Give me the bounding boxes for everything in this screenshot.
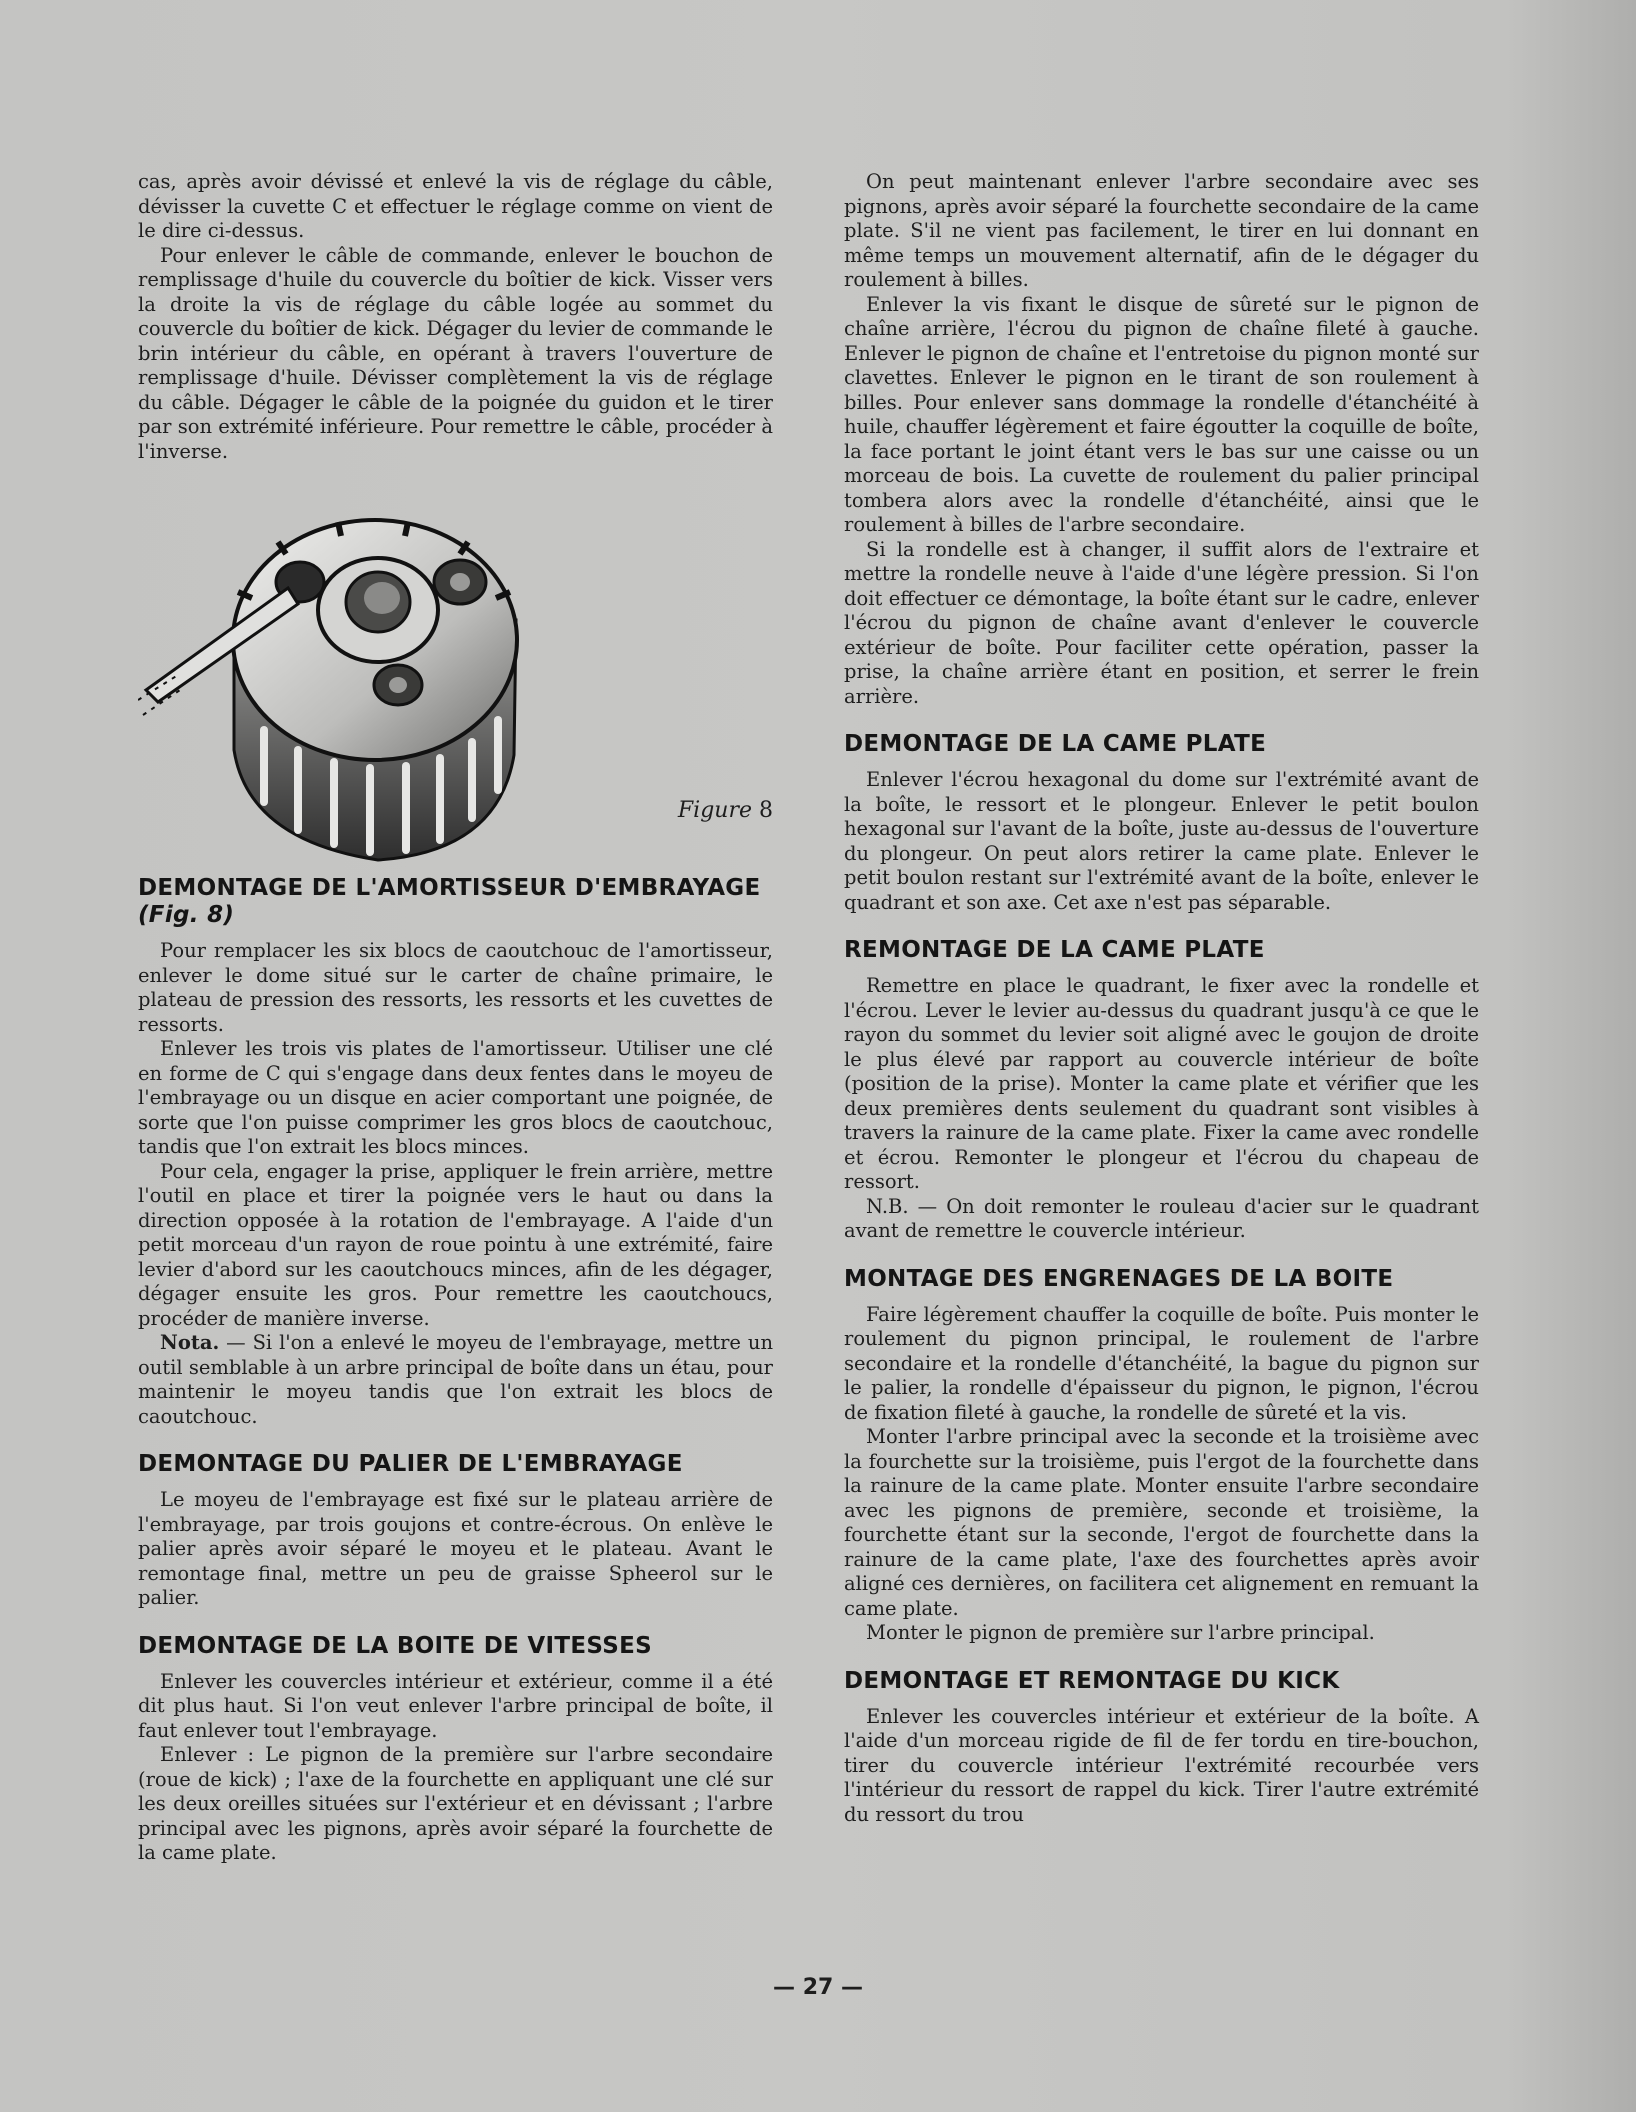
paragraph: On peut maintenant enlever l'arbre secondaire avec ses pignons, après avoir séparé la fourchette secondaire de la came plate. S'il ne vient pas facilement, le tirer en lui donnant en même temps un mouvement alternatif, afin de le dégager du roulement à billes. [844, 170, 1479, 291]
right-column [844, 170, 1479, 1827]
nota-label: Nota. [160, 1331, 220, 1354]
paragraph: Monter l'arbre principal avec la seconde et la troisième avec la fourchette sur la troisième, puis l'ergot de la fourchette dans la rainure de la came plate. Monter ensuite l'arbre secondaire avec les pignons de première, seconde et troisième, la fourchette étant sur la seconde, l'ergot de fourchette dans la rainure de la came plate, l'axe des fourchettes après avoir aligné ces dernières, on facilitera cet alignement en remuant la came plate. [844, 1425, 1479, 1620]
paragraph: N.B. — On doit remonter le rouleau d'acier sur le quadrant avant de remettre le couvercle intérieur. [844, 1194, 1479, 1242]
section-heading: MONTAGE DES ENGRENAGES DE LA BOITE [844, 1265, 1394, 1292]
figure-reference: (Fig. 8) [138, 902, 235, 928]
section-heading: DEMONTAGE DE LA BOITE DE VITESSES [138, 1632, 652, 1659]
paragraph: Faire légèrement chauffer la coquille de boîte. Puis monter le roulement du pignon principal, le roulement de l'arbre secondaire et la rondelle d'étanchéité, la bague du pignon sur le palier, la rondelle d'épaisseur du pignon, le pignon, l'écrou de fixation fileté à gauche, la rondelle de sûreté et la vis. [844, 1302, 1479, 1424]
section-heading: DEMONTAGE DU PALIER DE L'EMBRAYAGE [138, 1451, 683, 1477]
clutch-hub-illustration [138, 480, 598, 875]
section-heading: REMONTAGE DE LA CAME PLATE [844, 937, 1265, 963]
section-heading-text: DEMONTAGE DE L'AMORTISSEUR D'EMBRAYAGE [138, 875, 761, 901]
nota-text: — Si l'on a enlevé le moyeu de l'embrayage, mettre un outil semblable à un arbre principal de boîte dans un étau, pour maintenir le moyeu tandis que l'on extrait les blocs de caoutchouc. [138, 1331, 773, 1428]
paragraph: Enlever la vis fixant le disque de sûreté sur le pignon de chaîne arrière, l'écrou du pignon de chaîne fileté à gauche. Enlever le pignon de chaîne et l'entretoise du pignon monté sur clavettes. Enlever le pignon en le tirant de son roulement à billes. Pour enlever sans dommage la rondelle d'étanchéité à huile, chauffer légèrement et faire égoutter la coquille de boîte, la face portant le joint étant vers le bas sur une caisse ou un morceau de bois. La cuvette de roulement du palier principal tombera alors avec la rondelle d'étanchéité, ainsi que le roulement à billes de l'arbre secondaire. [844, 292, 1479, 536]
paragraph: Enlever les trois vis plates de l'amortisseur. Utiliser une clé en forme de C qui s'engage dans deux fentes dans le moyeu de l'embrayage ou un disque en acier comportant une poignée, de sorte que l'on puisse comprimer les gros blocs de caoutchouc, tandis que l'on extrait les blocs minces. [138, 1037, 773, 1158]
paragraph: Remettre en place le quadrant, le fixer avec la rondelle et l'écrou. Lever le levier au-dessus du quadrant jusqu'à ce que le rayon du sommet du levier soit aligné avec le goujon de droite le plus élevé par rapport au couvercle intérieur de boîte (position de la prise). Monter la came plate et vérifier que les deux premières dents seulement du quadrant sont visibles à travers la rainure de la came plate. Fixer la came avec rondelle et écrou. Remonter le plongeur et l'écrou du chapeau de ressort. [844, 974, 1479, 1193]
figure-caption-number: 8 [759, 798, 773, 823]
figure-8 [138, 480, 773, 875]
paragraph: Pour remplacer les six blocs de caoutchouc de l'amortisseur, enlever le dome situé sur le carter de chaîne primaire, le plateau de pression des ressorts, les ressorts et les cuvettes de ressorts. [138, 939, 773, 1036]
nota-paragraph [138, 1331, 773, 1429]
paragraph: Le moyeu de l'embrayage est fixé sur le plateau arrière de l'embrayage, par trois goujons et contre-écrous. On enlève le palier après avoir séparé le moyeu et le plateau. Avant le remontage final, mettre un peu de graisse Spheerol sur le palier. [138, 1488, 773, 1609]
section-heading [138, 875, 773, 929]
paragraph: Si la rondelle est à changer, il suffit alors de l'extraire et mettre la rondelle neuve à l'aide d'une légère pression. Si l'on doit effectuer ce démontage, la boîte étant sur le cadre, enlever l'écrou du pignon de chaîne avant d'enlever le couvercle extérieur de boîte. Pour faciliter cette opération, passer la prise, la chaîne arrière étant en position, et serrer le frein arrière. [844, 537, 1479, 708]
paragraph: Enlever les couvercles intérieur et extérieur de la boîte. A l'aide d'un morceau rigide de fil de fer tordu en tire-bouchon, tirer du couvercle intérieur l'extrémité recourbée vers l'intérieur du ressort de rappel du kick. Tirer l'autre extrémité du ressort du trou [844, 1704, 1479, 1826]
paragraph: Monter le pignon de première sur l'arbre principal. [866, 1621, 1375, 1644]
section-heading: DEMONTAGE ET REMONTAGE DU KICK [844, 1667, 1340, 1694]
figure-caption [678, 798, 773, 823]
paragraph: Enlever l'écrou hexagonal du dome sur l'extrémité avant de la boîte, le ressort et le plongeur. Enlever le petit boulon hexagonal sur l'avant de la boîte, juste au-dessus de l'ouverture du plongeur. On peut alors retirer la came plate. Enlever le petit boulon restant sur l'extrémité avant de la boîte, enlever le quadrant et son axe. Cet axe n'est pas séparable. [844, 768, 1479, 914]
paragraph: Pour enlever le câble de commande, enlever le bouchon de remplissage d'huile du couvercle du boîtier de kick. Visser vers la droite la vis de réglage du câble logée au sommet du couvercle du boîtier de kick. Dégager du levier de commande le brin intérieur du câble, en opérant à travers l'ouverture de remplissage d'huile. Dévisser complètement la vis de réglage du câble. Dégager le câble de la poignée du guidon et le tirer par son extrémité inférieure. Pour remettre le câble, procéder à l'inverse. [138, 243, 773, 463]
paragraph: Enlever les couvercles intérieur et extérieur, comme il a été dit plus haut. Si l'on veut enlever l'arbre principal de boîte, il faut enlever tout l'embrayage. [138, 1669, 773, 1742]
figure-caption-word: Figure [677, 798, 752, 823]
page-number: — 27 — [773, 1975, 863, 2000]
paragraph: Enlever : Le pignon de la première sur l'arbre secondaire (roue de kick) ; l'axe de la fourchette en appliquant une clé sur les deux oreilles situées sur l'extérieur et en dévissant ; l'arbre principal avec les pignons, après avoir séparé la fourchette de la came plate. [138, 1743, 773, 1864]
left-column [138, 170, 773, 1866]
paragraph: Pour cela, engager la prise, appliquer le frein arrière, mettre l'outil en place et tirer la poignée vers le haut ou dans la direction opposée à la rotation de l'embrayage. A l'aide d'un petit morceau d'un rayon de roue pointu à une extrémité, faire levier d'abord sur les caoutchoucs minces, afin de les dégager, dégager ensuite les gros. Pour remettre les caoutchoucs, procéder de manière inverse. [138, 1159, 773, 1330]
paragraph: cas, après avoir dévissé et enlevé la vis de réglage du câble, dévisser la cuvette C et effectuer le réglage comme on vient de le dire ci-dessus. [138, 170, 773, 242]
section-heading: DEMONTAGE DE LA CAME PLATE [844, 731, 1267, 757]
